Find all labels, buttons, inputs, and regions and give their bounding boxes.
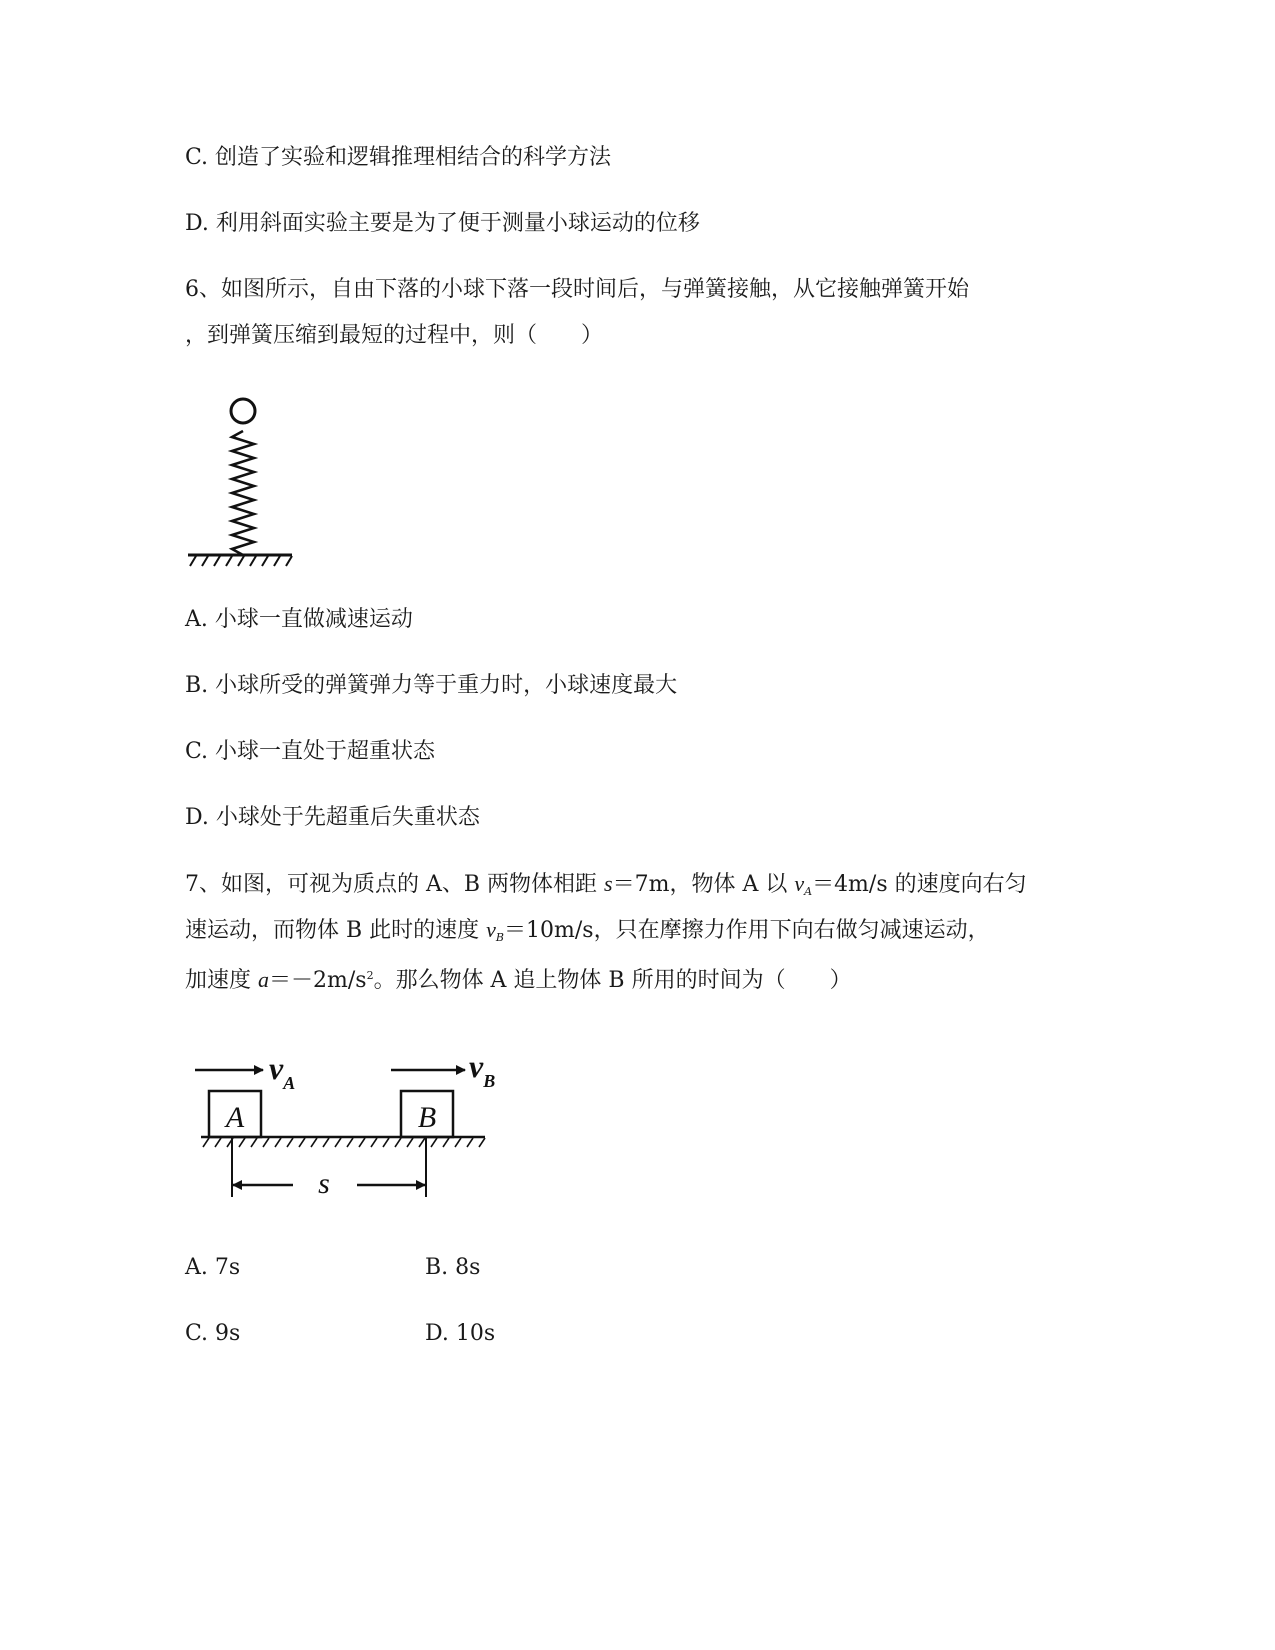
q6-stem-line2: ，到弹簧压缩到最短的过程中，则（ ） bbox=[185, 323, 604, 348]
q7-option-a: A. 7s bbox=[185, 1255, 241, 1280]
q7-option-b: B. 8s bbox=[425, 1255, 481, 1280]
q5-option-d: D. 利用斜面实验主要是为了便于测量小球运动的位移 bbox=[185, 211, 700, 236]
q7-stem-line3: 加速度 $a=-2m/s^2$。那么物体 A 追上物体 B 所用的时间为（ ） bbox=[185, 967, 852, 993]
va-label: $v_A$ bbox=[269, 1050, 296, 1093]
ground-hatch bbox=[203, 1138, 485, 1147]
ball bbox=[231, 399, 255, 423]
q7-option-c: C. 9s bbox=[185, 1321, 241, 1346]
spring bbox=[232, 431, 254, 555]
q6-option-b: B. 小球所受的弹簧弹力等于重力时，小球速度最大 bbox=[185, 673, 678, 698]
q6-option-c: C. 小球一直处于超重状态 bbox=[185, 739, 436, 764]
q6-stem-line1: 6、如图所示，自由下落的小球下落一段时间后，与弹簧接触，从它接触弹簧开始 bbox=[185, 277, 969, 302]
block-a-label: A bbox=[225, 1101, 245, 1134]
q6-option-d: D. 小球处于先超重后失重状态 bbox=[185, 805, 480, 830]
q7-stem-line1: 7、如图，可视为质点的 A、B 两物体相距 s＝7m，物体 A 以 $v_A=4m/s$ 的速度向右匀 bbox=[185, 871, 1027, 898]
q5-option-c: C. 创造了实验和逻辑推理相结合的科学方法 bbox=[185, 145, 612, 170]
block-b-label: B bbox=[417, 1101, 437, 1134]
two-blocks-figure bbox=[195, 1045, 495, 1210]
q7-option-d: D. 10s bbox=[425, 1321, 496, 1346]
ground-hatch bbox=[190, 556, 292, 566]
spring-ball-figure bbox=[180, 395, 305, 575]
q6-option-a: A. 小球一直做减速运动 bbox=[185, 607, 413, 632]
q7-stem-line2: 速运动，而物体 B 此时的速度 $v_B=10m/s$，只在摩擦力作用下向右做匀减速运动， bbox=[185, 917, 990, 944]
distance-label: s bbox=[318, 1167, 330, 1200]
vb-label: $v_B$ bbox=[469, 1048, 496, 1091]
